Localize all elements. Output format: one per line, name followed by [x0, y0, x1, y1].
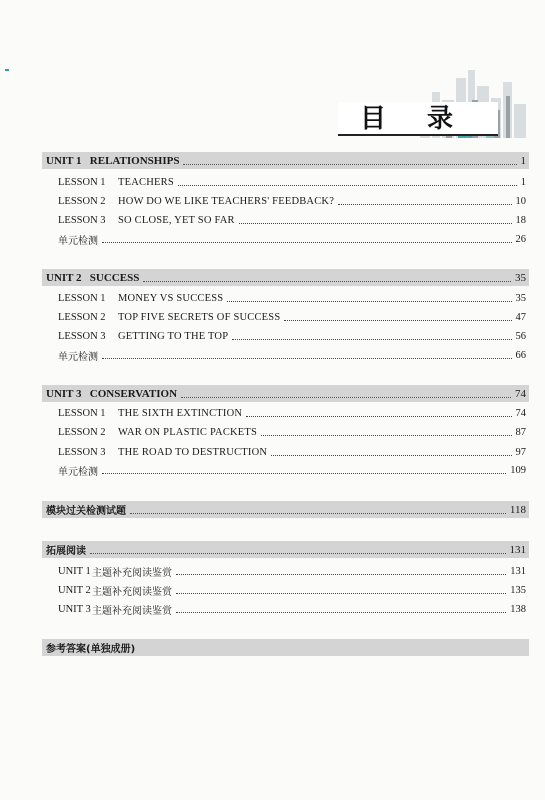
- lesson-row[interactable]: [58, 193, 529, 209]
- unit-test-row[interactable]: [58, 347, 529, 363]
- page-number: 138: [510, 603, 526, 615]
- lesson-label: LESSON 1: [58, 407, 106, 419]
- reading-unit: UNIT 1: [58, 565, 91, 577]
- lesson-row[interactable]: [58, 212, 529, 228]
- reading-title: 主题补充阅读鉴赏: [92, 586, 172, 598]
- page-number: 10: [515, 195, 526, 207]
- leader-dots: [176, 605, 506, 613]
- lesson-row[interactable]: [58, 405, 529, 421]
- extended-reading-label: 拓展阅读: [46, 546, 86, 557]
- lesson-title: HOW DO WE LIKE TEACHERS' FEEDBACK?: [118, 195, 335, 207]
- page-number: 18: [515, 214, 526, 226]
- page-number: 131: [510, 565, 526, 577]
- leader-dots: [90, 545, 506, 554]
- reading-row[interactable]: [58, 582, 529, 598]
- lesson-label: LESSON 1: [58, 176, 106, 188]
- leader-dots: [284, 313, 511, 321]
- page-number: 1: [520, 176, 526, 188]
- title-underline: [338, 134, 498, 136]
- lesson-title: SO CLOSE, YET SO FAR: [118, 214, 235, 226]
- unit-label: UNIT 3 CONSERVATION: [42, 388, 177, 400]
- unit-label: UNIT 1 RELATIONSHIPS: [42, 155, 179, 167]
- lesson-title: MONEY VS SUCCESS: [118, 292, 224, 304]
- answers-label: 参考答案(单独成册): [46, 644, 136, 655]
- lesson-label: LESSON 3: [58, 446, 106, 458]
- reading-title: 主题补充阅读鉴赏: [92, 567, 172, 579]
- leader-dots: [130, 505, 506, 514]
- page-number: 87: [515, 426, 526, 438]
- page-number: 1: [520, 154, 526, 167]
- leader-dots: [102, 351, 512, 359]
- page-number: 35: [515, 271, 526, 284]
- unit-test-label: 单元检测: [58, 351, 98, 363]
- page-number: 109: [510, 464, 526, 476]
- unit-test-label: 单元检测: [58, 235, 98, 247]
- lesson-label: LESSON 2: [58, 195, 106, 207]
- leader-dots: [338, 197, 511, 205]
- page-number: 97: [515, 446, 526, 458]
- leader-dots: [178, 178, 517, 186]
- lesson-label: LESSON 3: [58, 214, 106, 226]
- extended-reading-header[interactable]: [42, 541, 529, 558]
- page-number: 35: [515, 292, 526, 304]
- page-number: 74: [515, 387, 526, 400]
- corner-mark: [5, 69, 9, 71]
- lesson-row[interactable]: [58, 444, 529, 460]
- reading-title: 主题补充阅读鉴赏: [92, 605, 172, 617]
- leader-dots: [181, 389, 511, 398]
- page-number: 131: [509, 543, 526, 556]
- answers-header[interactable]: [42, 639, 529, 656]
- unit-2-header[interactable]: [42, 269, 529, 286]
- lesson-label: LESSON 2: [58, 311, 106, 323]
- module-test-label: 模块过关检测试题: [46, 506, 126, 517]
- leader-dots: [143, 273, 511, 282]
- lesson-row[interactable]: [58, 309, 529, 325]
- lesson-title: THE SIXTH EXTINCTION: [118, 407, 243, 419]
- unit-test-label: 单元检测: [58, 466, 98, 478]
- leader-dots: [102, 235, 512, 243]
- reading-unit: UNIT 2: [58, 584, 91, 596]
- leader-dots: [246, 409, 511, 417]
- lesson-label: LESSON 2: [58, 426, 106, 438]
- leader-dots: [102, 466, 506, 474]
- lesson-row[interactable]: [58, 328, 529, 344]
- page-number: 56: [515, 330, 526, 342]
- lesson-row[interactable]: [58, 424, 529, 440]
- page-number: 118: [509, 503, 526, 516]
- lesson-row[interactable]: [58, 174, 529, 190]
- module-test-header[interactable]: [42, 501, 529, 518]
- page-number: 66: [515, 349, 526, 361]
- unit-1-header[interactable]: [42, 152, 529, 169]
- leader-dots: [271, 448, 511, 456]
- page-number: 135: [510, 584, 526, 596]
- leader-dots: [232, 332, 511, 340]
- page-number: 74: [515, 407, 526, 419]
- leader-dots: [176, 567, 506, 575]
- unit-test-row[interactable]: [58, 462, 529, 478]
- leader-dots: [176, 586, 506, 594]
- leader-dots: [183, 156, 516, 165]
- page-title: 目 录: [360, 104, 470, 134]
- lesson-label: LESSON 1: [58, 292, 106, 304]
- leader-dots: [227, 294, 511, 302]
- unit-label: UNIT 2 SUCCESS: [42, 272, 139, 284]
- lesson-title: WAR ON PLASTIC PACKETS: [118, 426, 258, 438]
- lesson-title: TOP FIVE SECRETS OF SUCCESS: [118, 311, 281, 323]
- unit-3-header[interactable]: [42, 385, 529, 402]
- lesson-title: TEACHERS: [118, 176, 174, 188]
- lesson-title: THE ROAD TO DESTRUCTION: [118, 446, 268, 458]
- unit-test-row[interactable]: [58, 231, 529, 247]
- lesson-label: LESSON 3: [58, 330, 106, 342]
- leader-dots: [261, 428, 511, 436]
- leader-dots: [239, 216, 512, 224]
- lesson-title: GETTING TO THE TOP: [118, 330, 229, 342]
- reading-row[interactable]: [58, 563, 529, 579]
- reading-unit: UNIT 3: [58, 603, 91, 615]
- page-number: 47: [515, 311, 526, 323]
- reading-row[interactable]: [58, 601, 529, 617]
- lesson-row[interactable]: [58, 290, 529, 306]
- page-number: 26: [515, 233, 526, 245]
